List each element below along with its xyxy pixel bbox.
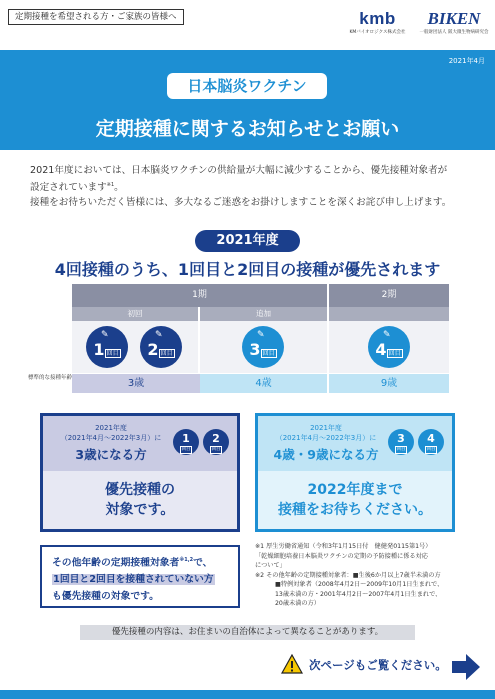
biken-logo-mark: BIKEN <box>427 9 481 28</box>
warning-icon <box>281 654 303 674</box>
note-line-1-end: で、 <box>193 557 213 569</box>
mini-dose-3-icon <box>388 429 414 455</box>
syringe-icon: ✎ <box>257 330 265 340</box>
biken-logo-sub: 一般財団法人 阪大微生物病研究会 <box>419 30 489 35</box>
additional-subheader: 追加 <box>200 307 327 321</box>
footnote-line: 「乾燥細胞培養日本脳炎ワクチンの定期の予防接種に係る対応 <box>255 552 428 560</box>
page-title: 定期接種に関するお知らせとお願い <box>95 118 400 140</box>
bottom-bar <box>0 690 495 699</box>
arrow-right-icon[interactable] <box>452 654 480 680</box>
dose-1-icon <box>86 326 128 368</box>
dose-label: 回目 <box>160 350 173 357</box>
footnote-line: 20歳未満の方） <box>275 600 320 607</box>
note-line-2 <box>52 571 228 588</box>
dose-label: 回目 <box>211 447 221 452</box>
priority-box <box>40 413 240 532</box>
mini-dose-2-number: 2 <box>212 432 220 445</box>
kmb-logo-sub: KMバイオロジクス株式会社 <box>349 30 406 35</box>
dose-label: 回目 <box>181 447 191 452</box>
priority-message <box>43 480 237 520</box>
dose-label: 回目 <box>262 350 275 357</box>
wait-box-header <box>258 416 452 471</box>
mini-dose-4-icon <box>418 429 444 455</box>
intro-line-2-text: 設定されています <box>30 182 107 194</box>
other-age-note <box>40 545 240 608</box>
dose-label: 回目 <box>106 350 119 357</box>
footnotes <box>255 542 485 609</box>
intro-line-2 <box>30 178 470 195</box>
dose-4-number: 4 <box>375 340 387 359</box>
age-3: 3歳 <box>72 374 200 393</box>
mini-dose-4-number: 4 <box>427 432 435 445</box>
footnote-line: 13歳未満の方・2001年4月2日〜2007年4月1日生まれで、 <box>275 590 442 598</box>
intro-line-1: 2021年度においては、日本脳炎ワクチンの供給量が大幅に減少することから、優先接種対象者が <box>30 165 448 176</box>
year-badge: 2021年度 <box>195 230 300 252</box>
footnote-line: ※2 その他年齢の定期接種対象者：■生後6か月以上7歳半未満の方 <box>255 571 441 579</box>
mini-dose-1-icon <box>173 429 199 455</box>
priority-message-line-1: 優先接種の <box>105 482 175 498</box>
next-page-text: 次ページもご覧ください。 <box>309 658 447 672</box>
footnote-line: ※1 厚生労働省通知（令和3年1月15日付 健健発0115第1号） <box>255 543 432 550</box>
header-banner <box>0 50 495 150</box>
priority-box-header <box>43 416 237 471</box>
dose-4-icon <box>368 326 410 368</box>
phase-2-header: 2期 <box>329 284 449 307</box>
biken-logo <box>418 9 490 35</box>
wait-message-line-2: 接種をお待ちください。 <box>278 502 432 518</box>
mini-dose-2-icon <box>203 429 229 455</box>
dose-label: 回目 <box>426 447 436 452</box>
footnote-line: ■特例対象者（2008年4月2日〜2009年10月1日生まれで、 <box>275 581 444 588</box>
headline: 4回接種のうち、1回目と2回目の接種が優先されます <box>54 260 441 279</box>
wait-box <box>255 413 455 532</box>
age-9: 9歳 <box>329 374 449 393</box>
wait-period-year: 2021年度 <box>310 424 342 432</box>
initial-subheader: 初回 <box>72 307 198 321</box>
priority-turns-age: 3歳になる方 <box>75 447 147 462</box>
footnote-line: について」 <box>255 562 286 569</box>
dose-cell-additional <box>200 321 327 373</box>
age-row-label: 標準的な接種年齢 <box>28 375 73 381</box>
audience-label: 定期接種を希望される方・ご家族の皆様へ <box>8 9 184 25</box>
priority-message-line-2: 対象です。 <box>105 502 175 518</box>
syringe-icon: ✎ <box>155 330 163 340</box>
intro-line-3: 接種をお待ちいただく皆様には、多大なるご迷惑をお掛けしますことを深くお詫び申し上げます。 <box>30 197 452 209</box>
dose-cell-initial <box>72 321 198 373</box>
kmb-logo-mark: kmb <box>359 9 396 28</box>
footnote-ref-1-2: ※1,2 <box>179 557 194 563</box>
wait-turns-age: 4歳・9歳になる方 <box>273 447 379 462</box>
wait-message-line-1: 2022年度まで <box>307 482 403 498</box>
dose-1-number: 1 <box>93 340 105 359</box>
phase-1-header: 1期 <box>72 284 327 307</box>
note-line-1-text: その他年齢の定期接種対象者 <box>52 557 180 569</box>
syringe-icon: ✎ <box>383 330 391 340</box>
kmb-logo <box>345 9 410 35</box>
bottom-notice: 優先接種の内容は、お住まいの自治体によって異なることがあります。 <box>80 625 415 640</box>
intro-text <box>30 163 470 210</box>
note-line-3: も優先接種の対象です。 <box>52 591 159 603</box>
issue-date: 2021年4月 <box>448 57 485 65</box>
vaccine-name: 日本脳炎ワクチン <box>167 73 327 99</box>
dose-label: 回目 <box>388 350 401 357</box>
phase-2-subheader <box>329 307 449 321</box>
wait-message <box>258 480 452 520</box>
dose-3-icon <box>242 326 284 368</box>
dose-cell-phase-2 <box>329 321 449 373</box>
dose-3-number: 3 <box>249 340 261 359</box>
wait-period-range: （2021年4月〜2022年3月）に <box>275 434 377 442</box>
footnote-ref-1: ※1 <box>106 182 115 188</box>
mini-dose-1-number: 1 <box>182 432 190 445</box>
dose-2-icon <box>140 326 182 368</box>
note-highlight: 1回目と2回目を接種されていない方 <box>53 574 214 586</box>
mini-dose-3-number: 3 <box>397 432 405 445</box>
priority-period-year: 2021年度 <box>95 424 127 432</box>
note-line-1 <box>52 552 228 571</box>
age-4: 4歳 <box>200 374 327 393</box>
dose-2-number: 2 <box>147 340 159 359</box>
priority-period-range: （2021年4月〜2022年3月）に <box>60 434 162 442</box>
intro-line-2-end: 。 <box>114 182 124 194</box>
syringe-icon: ✎ <box>101 330 109 340</box>
dose-label: 回目 <box>396 447 406 452</box>
top-bar <box>0 0 495 50</box>
